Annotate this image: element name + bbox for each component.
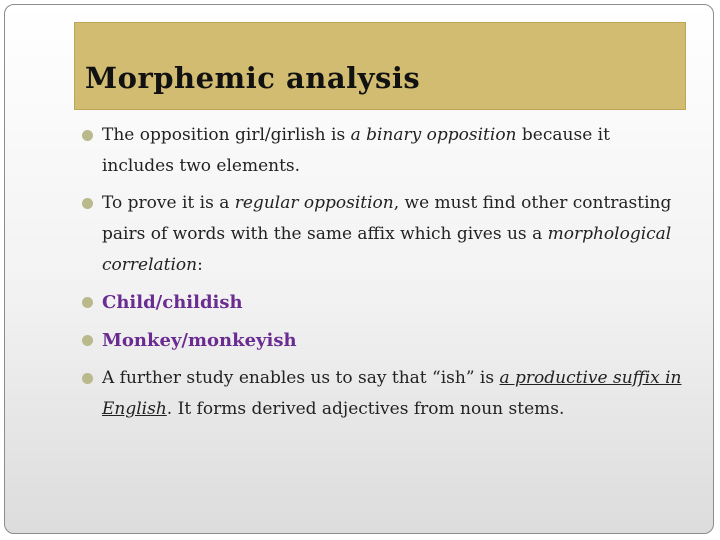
example-pair: Monkey/monkeyish (102, 330, 297, 351)
bullet-text: because it includes two elements. (102, 125, 610, 176)
bullet-text: To prove it is a (102, 193, 235, 213)
bullet-item (82, 325, 682, 357)
bullet-icon (82, 198, 93, 209)
bullet-item (82, 188, 682, 281)
underlined-emphasis: a productive suffix in English (102, 368, 682, 419)
bullet-text: A further study enables us to say that “ish” is (102, 368, 500, 388)
bullet-text: . It forms derived adjectives from noun stems. (166, 399, 565, 419)
slide (4, 4, 714, 534)
bullet-icon (82, 335, 93, 346)
emphasis-text: regular opposition (234, 193, 394, 213)
bullet-item (82, 120, 682, 182)
bullet-icon (82, 130, 93, 141)
title-bar (74, 22, 686, 110)
bullet-item (82, 287, 682, 319)
slide-title: Morphemic analysis (85, 61, 421, 95)
bullet-item (82, 363, 682, 425)
bullet-text: The opposition girl/girlish is (102, 125, 351, 145)
bullet-text: , we must find other contrasting pairs of words with the same affix which gives us a (102, 193, 672, 244)
bullet-icon (82, 373, 93, 384)
example-pair: Child/childish (102, 292, 243, 313)
emphasis-text: a binary opposition (350, 125, 517, 145)
bullet-list (82, 120, 682, 431)
emphasis-text: morphological correlation (102, 224, 672, 275)
bullet-icon (82, 297, 93, 308)
bullet-text: : (197, 255, 203, 275)
